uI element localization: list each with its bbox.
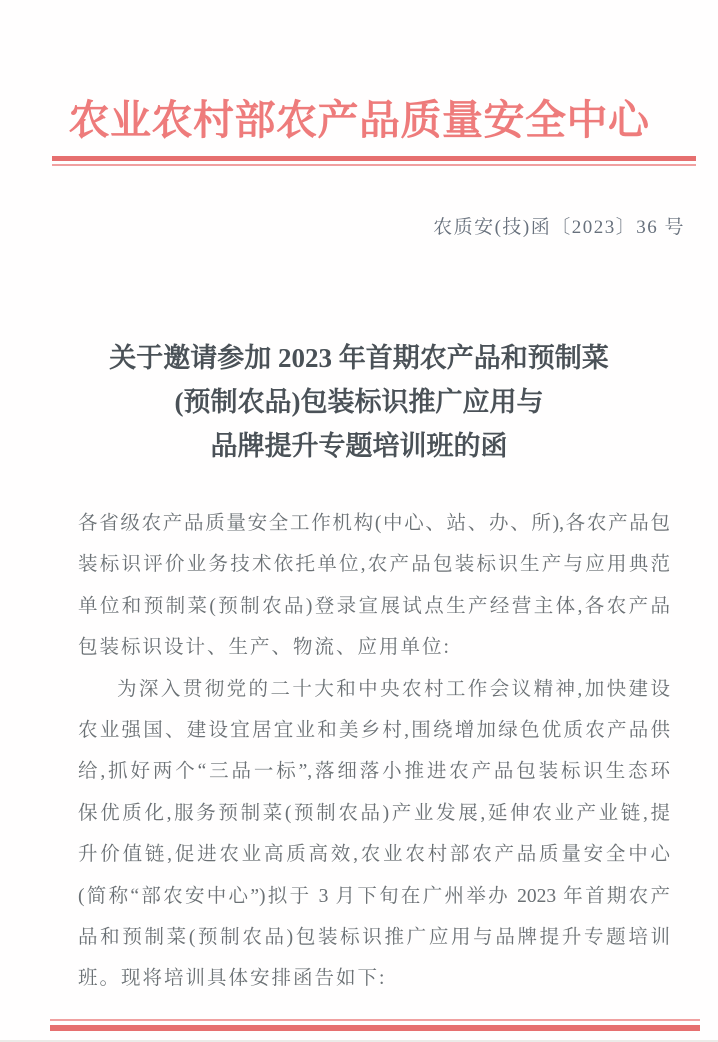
body-text-line: 为深入贯彻党的二十大和中央农村工作会议精神,加快建设 — [117, 678, 670, 700]
header-divider-thick-line — [52, 156, 696, 161]
footer-divider — [50, 1019, 700, 1031]
document-title-line: 关于邀请参加 2023 年首期农产品和预制菜 — [109, 343, 609, 373]
body-text-line: 装标识评价业务技术依托单位,农产品包装标识生产与应用典范 — [78, 554, 670, 576]
document-body — [78, 503, 670, 1000]
header-divider — [52, 156, 696, 166]
body-text-line: 升价值链,促进农业高质高效,农业农村部农产品质量安全中心 — [78, 844, 670, 866]
body-text-line: 农业强国、建设宜居宜业和美乡村,围绕增加绿色优质农产品供 — [78, 720, 670, 742]
body-text-line: 班。现将培训具体安排函告如下: — [78, 968, 387, 990]
body-text-line: 包装标识设计、生产、物流、应用单位: — [78, 637, 451, 659]
body-text-line: 单位和预制菜(预制农品)登录宣展试点生产经营主体,各农产品 — [78, 595, 670, 617]
agency-header: 农业农村部农产品质量安全中心 — [68, 97, 650, 143]
document-title-line: (预制农品)包装标识推广应用与 — [174, 387, 544, 417]
document-number: 农质安(技)函〔2023〕36 号 — [433, 217, 685, 238]
header-divider-thin-line — [52, 164, 696, 166]
document-title — [0, 336, 718, 468]
body-text-line: (简称“部农安中心”)拟于 3 月下旬在广州举办 2023 年首期农产 — [78, 885, 670, 907]
body-text-line: 保优质化,服务预制菜(预制农品)产业发展,延伸农业产业链,提 — [78, 802, 670, 824]
footer-divider-thick-line — [50, 1025, 700, 1031]
body-text-line: 各省级农产品质量安全工作机构(中心、站、办、所),各农产品包 — [78, 513, 670, 534]
footer-divider-thin-line — [50, 1019, 700, 1021]
body-text-line: 给,抓好两个“三品一标”,落细落小推进农产品包装标识生态环 — [78, 761, 670, 783]
body-text-line: 品和预制菜(预制农品)包装标识推广应用与品牌提升专题培训 — [78, 927, 670, 949]
document-title-line: 品牌提升专题培训班的函 — [210, 431, 508, 461]
